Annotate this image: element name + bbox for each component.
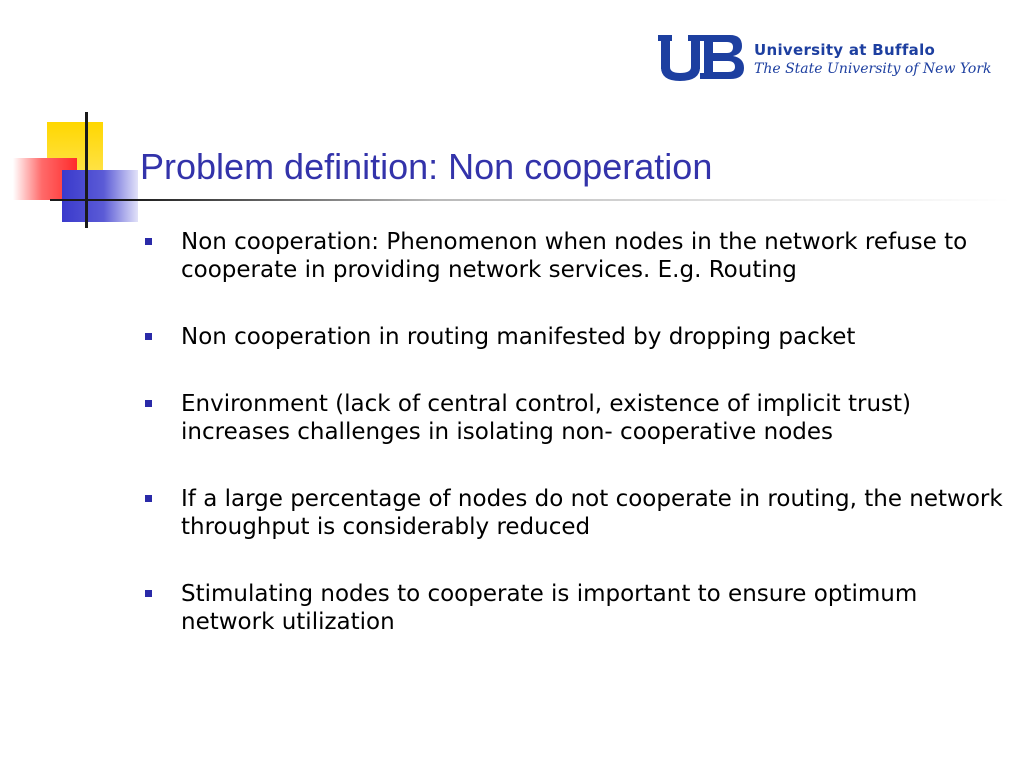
bullet-text: Non cooperation: Phenomenon when nodes in the network refuse to cooperate in providing network services. E.g. Routing <box>181 229 968 283</box>
bullet-square-icon <box>145 238 152 245</box>
logo-name: University at Buffalo <box>754 41 936 59</box>
bullet-item <box>143 390 1003 446</box>
slide-title: Problem definition: Non cooperation <box>140 146 713 187</box>
bullet-list <box>143 228 1003 675</box>
bullet-item <box>143 485 1003 541</box>
bullet-text: Non cooperation in routing manifested by dropping packet <box>181 324 856 350</box>
decorative-vertical-line <box>85 112 88 228</box>
bullet-square-icon <box>145 400 152 407</box>
university-logo <box>656 33 992 87</box>
bullet-item <box>143 228 1003 284</box>
bullet-square-icon <box>145 495 152 502</box>
decorative-blue-bar <box>62 170 138 222</box>
bullet-text: Environment (lack of central control, existence of implicit trust) increases challenges in isolating non- cooperative nodes <box>181 391 912 445</box>
bullet-text: If a large percentage of nodes do not cooperate in routing, the network throughput is considerably reduced <box>181 486 1003 540</box>
logo-subtitle: The State University of New York <box>754 61 992 77</box>
ub-logo-mark-icon <box>656 33 746 83</box>
bullet-item <box>143 323 1003 351</box>
bullet-text: Stimulating nodes to cooperate is important to ensure optimum network utilization <box>181 581 918 635</box>
bullet-item <box>143 580 1003 636</box>
title-underline <box>50 199 1010 201</box>
bullet-square-icon <box>145 590 152 597</box>
bullet-square-icon <box>145 333 152 340</box>
